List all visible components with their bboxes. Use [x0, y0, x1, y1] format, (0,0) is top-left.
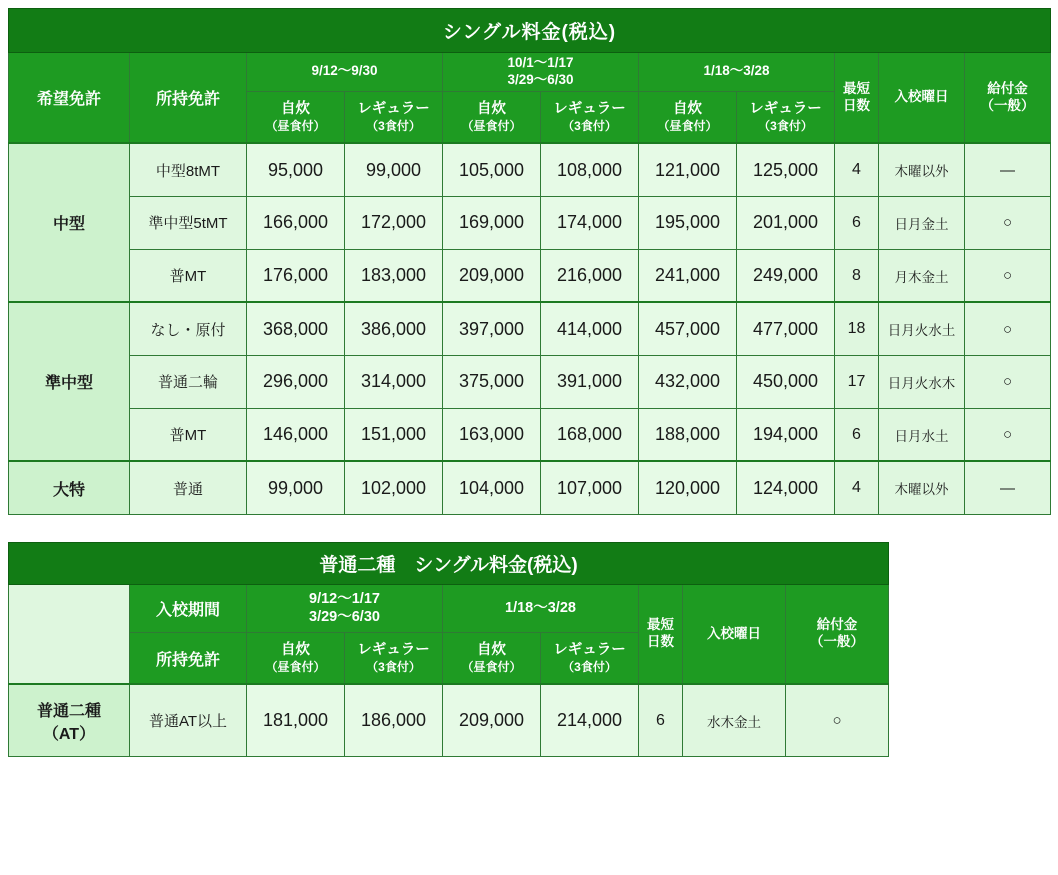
header2-plan-1-2 — [345, 632, 443, 684]
held-license-cell: 普通二輪 — [130, 355, 247, 408]
price-cell: 214,000 — [541, 684, 639, 756]
header2-plan-2-2 — [541, 632, 639, 684]
price-cell: 201,000 — [737, 196, 835, 249]
entry-days-cell: 月木金土 — [879, 249, 965, 302]
price-cell: 457,000 — [639, 302, 737, 355]
header-desired-license: 希望免許 — [9, 53, 130, 144]
header-entry-days: 入校曜日 — [879, 53, 965, 144]
plan-sub: （昼食付） — [657, 118, 718, 133]
entry-days-cell: 木曜以外 — [879, 461, 965, 514]
benefit-cell: ○ — [965, 355, 1051, 408]
benefit-cell: ○ — [786, 684, 889, 756]
benefit-line-2: （一般） — [810, 634, 865, 649]
min-days-line-2: 日数 — [647, 634, 674, 649]
single-price-table — [8, 8, 1051, 515]
header-min-days — [835, 53, 879, 144]
plan-sub: （3食付） — [562, 659, 617, 674]
price-cell: 188,000 — [639, 408, 737, 461]
held-license-cell: 中型8tMT — [130, 143, 247, 196]
benefit-line-2: （一般） — [980, 97, 1035, 113]
price-cell: 314,000 — [345, 355, 443, 408]
header-plan-1-2 — [345, 91, 443, 143]
period-2-line-1: 1/18〜3/28 — [505, 600, 576, 617]
held-license-cell: 普MT — [130, 249, 247, 302]
period-1-line-1: 9/12〜1/17 — [309, 591, 380, 608]
price-cell: 249,000 — [737, 249, 835, 302]
table-row — [9, 302, 1051, 355]
min-days-cell: 8 — [835, 249, 879, 302]
held-license-cell: 準中型5tMT — [130, 196, 247, 249]
plan-main: レギュラー — [357, 641, 430, 658]
benefit-cell: — — [965, 461, 1051, 514]
table-row — [9, 355, 1051, 408]
table-row — [9, 249, 1051, 302]
benefit-cell: ○ — [965, 249, 1051, 302]
min-days-line-1: 最短 — [647, 617, 674, 633]
header-plan-1-1 — [247, 91, 345, 143]
header2-period-2 — [443, 584, 639, 632]
table-row — [9, 461, 1051, 514]
header-plan-3-1 — [639, 91, 737, 143]
entry-days-cell: 木曜以外 — [879, 143, 965, 196]
price-cell: 397,000 — [443, 302, 541, 355]
price-cell: 194,000 — [737, 408, 835, 461]
price-cell: 151,000 — [345, 408, 443, 461]
held-license-cell: 普MT — [130, 408, 247, 461]
price-cell: 477,000 — [737, 302, 835, 355]
price-cell: 386,000 — [345, 302, 443, 355]
table-row — [9, 143, 1051, 196]
min-days-cell: 6 — [835, 408, 879, 461]
plan-main: レギュラー — [553, 100, 626, 117]
min-days-cell: 6 — [835, 196, 879, 249]
plan-sub: （3食付） — [562, 118, 617, 133]
plan-main: 自炊 — [477, 641, 506, 658]
price-cell: 107,000 — [541, 461, 639, 514]
benefit-cell: ○ — [965, 408, 1051, 461]
price-cell: 209,000 — [443, 684, 541, 756]
header-period-3 — [639, 53, 835, 92]
plan-sub: （昼食付） — [461, 659, 522, 674]
min-days-cell: 4 — [835, 143, 879, 196]
price-cell: 391,000 — [541, 355, 639, 408]
price-cell: 172,000 — [345, 196, 443, 249]
group-label-0: 中型 — [9, 143, 130, 302]
price-cell: 414,000 — [541, 302, 639, 355]
plan-sub: （3食付） — [366, 659, 421, 674]
entry-days-cell: 日月水土 — [879, 408, 965, 461]
price-cell: 124,000 — [737, 461, 835, 514]
group-label-futsu-nishu — [9, 684, 130, 756]
plan-main: 自炊 — [281, 641, 310, 658]
table2-title: 普通二種 シングル料金(税込) — [9, 542, 889, 584]
price-cell: 296,000 — [247, 355, 345, 408]
price-cell: 105,000 — [443, 143, 541, 196]
entry-days-cell: 日月金土 — [879, 196, 965, 249]
table-row — [9, 408, 1051, 461]
plan-sub: （3食付） — [758, 118, 813, 133]
min-days-cell: 4 — [835, 461, 879, 514]
min-days-line-2: 日数 — [843, 97, 870, 113]
price-cell: 95,000 — [247, 143, 345, 196]
price-cell: 125,000 — [737, 143, 835, 196]
header-entry-period: 入校期間 — [130, 584, 247, 632]
price-cell: 121,000 — [639, 143, 737, 196]
price-cell: 104,000 — [443, 461, 541, 514]
price-cell: 186,000 — [345, 684, 443, 756]
header2-held-license: 所持免許 — [130, 632, 247, 684]
plan-sub: （昼食付） — [265, 659, 326, 674]
period-2-line-2: 3/29〜6/30 — [507, 71, 574, 87]
plan-main: レギュラー — [749, 100, 822, 117]
header-plan-2-1 — [443, 91, 541, 143]
price-cell: 209,000 — [443, 249, 541, 302]
price-cell: 169,000 — [443, 196, 541, 249]
plan-main: レギュラー — [357, 100, 430, 117]
price-cell: 99,000 — [345, 143, 443, 196]
header2-plan-2-1 — [443, 632, 541, 684]
min-days-cell: 6 — [639, 684, 683, 756]
price-cell: 181,000 — [247, 684, 345, 756]
price-cell: 432,000 — [639, 355, 737, 408]
plan-main: レギュラー — [553, 641, 626, 658]
table2-corner-cell — [9, 584, 130, 684]
price-cell: 375,000 — [443, 355, 541, 408]
price-cell: 120,000 — [639, 461, 737, 514]
header-period-1 — [247, 53, 443, 92]
futsu-nishu-price-table — [8, 542, 889, 757]
min-days-cell: 18 — [835, 302, 879, 355]
plan-sub: （3食付） — [366, 118, 421, 133]
table1-title: シングル料金(税込) — [9, 9, 1051, 53]
price-cell: 183,000 — [345, 249, 443, 302]
header-period-2 — [443, 53, 639, 92]
held-license-cell: 普通AT以上 — [130, 684, 247, 756]
period-1-line-2: 3/29〜6/30 — [309, 609, 380, 626]
entry-days-cell: 日月火水土 — [879, 302, 965, 355]
benefit-line-1: 給付金 — [987, 80, 1028, 96]
price-cell: 166,000 — [247, 196, 345, 249]
held-license-cell: なし・原付 — [130, 302, 247, 355]
price-cell: 174,000 — [541, 196, 639, 249]
plan-sub: （昼食付） — [265, 118, 326, 133]
group-label-1: 準中型 — [9, 302, 130, 461]
plan-main: 自炊 — [477, 100, 506, 117]
header2-benefit — [786, 584, 889, 684]
table-row — [9, 196, 1051, 249]
period-2-line-1: 10/1〜1/17 — [507, 55, 574, 70]
min-days-cell: 17 — [835, 355, 879, 408]
held-license-cell: 普通 — [130, 461, 247, 514]
price-cell: 216,000 — [541, 249, 639, 302]
price-cell: 195,000 — [639, 196, 737, 249]
price-cell: 102,000 — [345, 461, 443, 514]
header-plan-3-2 — [737, 91, 835, 143]
price-cell: 163,000 — [443, 408, 541, 461]
benefit-cell: ○ — [965, 302, 1051, 355]
plan-sub: （昼食付） — [461, 118, 522, 133]
period-1-line-1: 9/12〜9/30 — [311, 63, 378, 79]
entry-days-cell: 水木金土 — [683, 684, 786, 756]
table-row — [9, 684, 889, 756]
header2-period-1 — [247, 584, 443, 632]
price-cell: 108,000 — [541, 143, 639, 196]
plan-main: 自炊 — [281, 100, 310, 117]
price-cell: 168,000 — [541, 408, 639, 461]
min-days-line-1: 最短 — [843, 80, 870, 96]
price-cell: 176,000 — [247, 249, 345, 302]
price-cell: 450,000 — [737, 355, 835, 408]
benefit-cell: — — [965, 143, 1051, 196]
header-plan-2-2 — [541, 91, 639, 143]
group-label-2: 大特 — [9, 461, 130, 514]
plan-main: 自炊 — [673, 100, 702, 117]
price-cell: 241,000 — [639, 249, 737, 302]
entry-days-cell: 日月火水木 — [879, 355, 965, 408]
price-cell: 99,000 — [247, 461, 345, 514]
group-line-2: （AT） — [42, 725, 96, 743]
price-cell: 368,000 — [247, 302, 345, 355]
period-3-line-1: 1/18〜3/28 — [703, 63, 770, 79]
header-held-license: 所持免許 — [130, 53, 247, 144]
group-line-1: 普通二種 — [36, 702, 101, 720]
header-benefit — [965, 53, 1051, 144]
header2-entry-days: 入校曜日 — [683, 584, 786, 684]
header2-min-days — [639, 584, 683, 684]
benefit-cell: ○ — [965, 196, 1051, 249]
price-cell: 146,000 — [247, 408, 345, 461]
benefit-line-1: 給付金 — [816, 617, 858, 633]
header2-plan-1-1 — [247, 632, 345, 684]
